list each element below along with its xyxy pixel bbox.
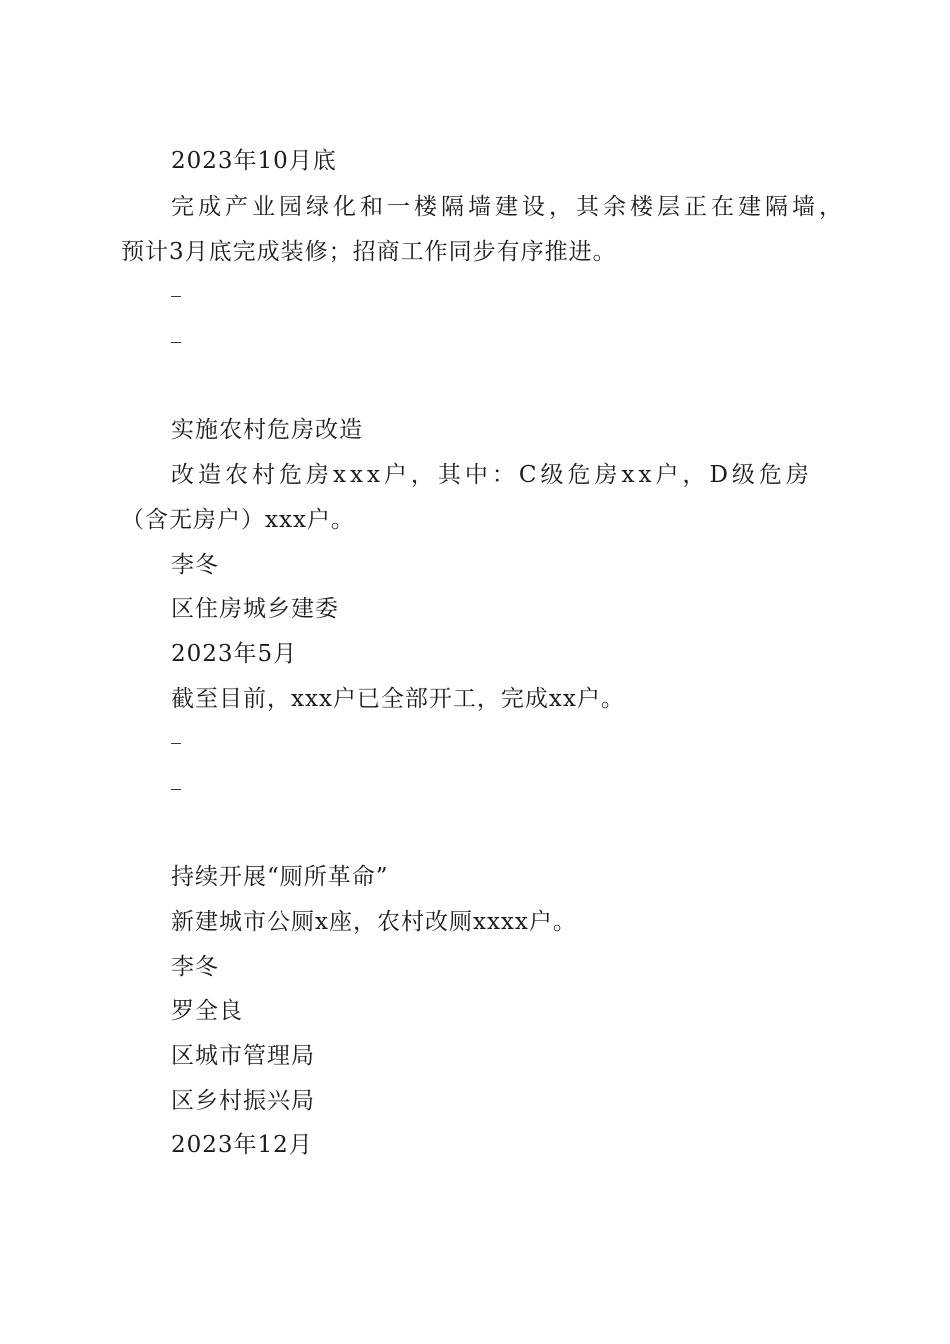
section2-goal-line1: 改造农村危房xxx户，其中：C级危房xx户，D级危房	[171, 462, 813, 488]
section2-leader: 李冬	[171, 552, 219, 578]
section1-progress-line2: 预计3月底完成装修；招商工作同步有序推进。	[121, 239, 617, 265]
section3-deadline: 2023年12月	[171, 1132, 313, 1158]
section2-progress: 截至目前，xxx户已全部开工，完成xx户。	[171, 686, 625, 712]
section2-goal-line2: （含无房户）xxx户。	[121, 507, 355, 533]
section1-date: 2023年10月底	[171, 148, 337, 174]
section2-dash-1	[171, 743, 181, 744]
section2-deadline: 2023年5月	[171, 641, 298, 667]
section3-leader-2: 罗全良	[171, 998, 243, 1024]
section3-goal: 新建城市公厕x座，农村改厕xxxx户。	[171, 909, 577, 935]
section3-department-2: 区乡村振兴局	[171, 1088, 315, 1114]
section3-leader-1: 李冬	[171, 954, 219, 980]
section1-dash-2	[171, 342, 181, 343]
section3-department-1: 区城市管理局	[171, 1043, 315, 1069]
section2-department: 区住房城乡建委	[171, 596, 339, 622]
section1-dash-1	[171, 296, 181, 297]
section1-progress-line1: 完成产业园绿化和一楼隔墙建设，其余楼层正在建隔墙，	[171, 194, 846, 220]
section2-task-title: 实施农村危房改造	[171, 417, 363, 443]
section2-dash-2	[171, 789, 181, 790]
section3-task-title: 持续开展“厕所革命”	[171, 864, 389, 890]
